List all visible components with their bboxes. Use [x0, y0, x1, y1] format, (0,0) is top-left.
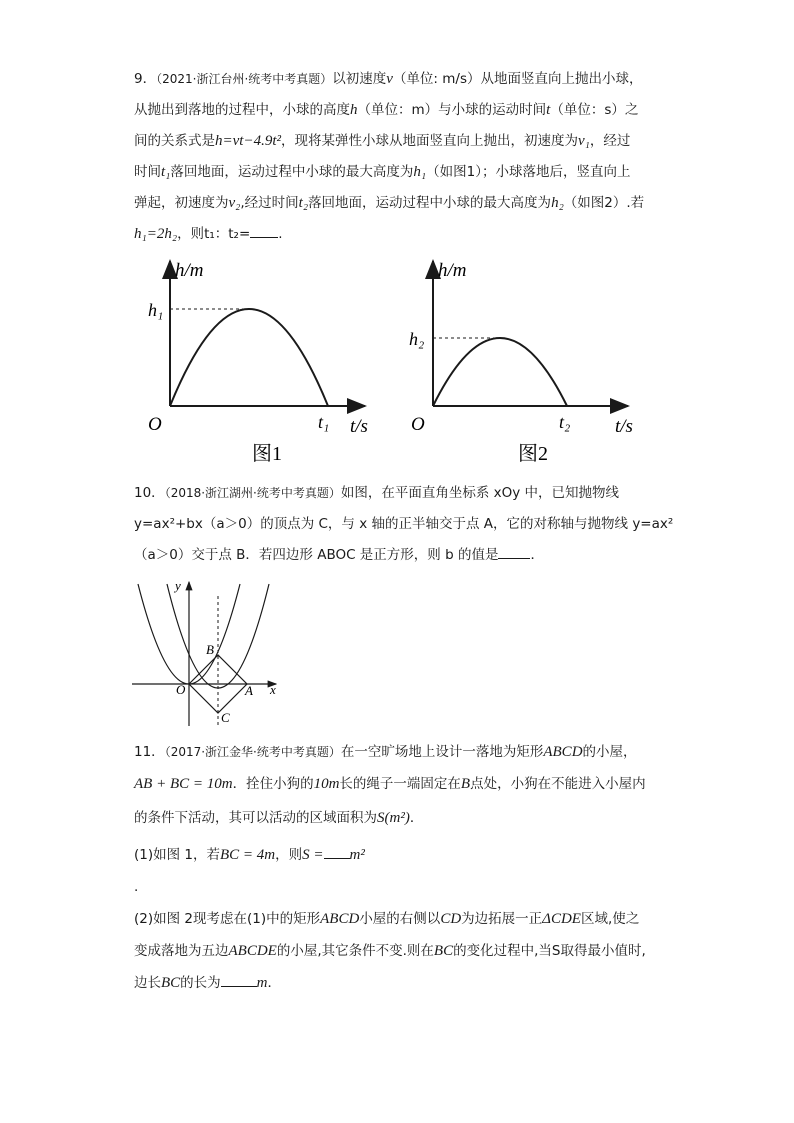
q11-var: S = [302, 847, 324, 863]
fig1-parabola [170, 309, 328, 406]
q9-var-t: t [546, 102, 551, 118]
q11-text: 在一空旷场地上设计一落地为矩形 [340, 744, 544, 760]
q9-line-2 [134, 101, 638, 119]
fig1-caption: 图1 [252, 443, 282, 465]
q11-part2-answer-blank[interactable] [221, 974, 257, 987]
fig2-ylabel: h/m [438, 260, 467, 281]
q11-part2-line-1 [134, 910, 639, 928]
q10-number: 10． [134, 485, 165, 501]
q9-text: . [278, 226, 283, 242]
figure-2 [403, 256, 643, 466]
q9-text: 落回地面，运动过程中小球的最大高度为 [308, 195, 552, 211]
fig1-origin: O [148, 414, 162, 435]
figure-1 [140, 256, 380, 466]
fig3-label-c: C [221, 710, 230, 725]
q9-text: ，经过 [589, 133, 631, 149]
q9-text: 以初速度 [332, 71, 387, 87]
fig3-label-o: O [176, 682, 186, 697]
q10-text: y=ax²+bx（a＞0）的顶点为 C，与 x 轴的正半轴交于点 A，它的对称轴与抛物线 y=ax² [134, 516, 674, 532]
q11-var: CD [440, 911, 462, 927]
fig2-parabola [433, 338, 567, 406]
q11-line-3 [134, 809, 423, 827]
fig3-label-b: B [206, 642, 214, 657]
fig1-ylabel: h/m [175, 260, 204, 281]
q11-dot [134, 878, 138, 896]
q9-line-1 [134, 70, 643, 88]
q11-var: BC [161, 975, 181, 991]
q9-line-6 [134, 225, 283, 243]
q11-text: . [134, 879, 139, 895]
q9-text: 时间 [134, 164, 161, 180]
q11-equation: BC = 4m [220, 847, 276, 863]
fig1-xtick: t₁ [318, 412, 330, 432]
q9-text: ,经过时间 [240, 195, 299, 211]
q9-line-3 [134, 132, 630, 150]
q11-text: (1)如图 1，若 [134, 847, 221, 863]
q10-line-1 [134, 484, 619, 502]
q11-text: 区域,使之 [580, 911, 640, 927]
figure-parabola-square [128, 576, 288, 728]
q11-line-1 [134, 743, 637, 761]
q11-var: S(m²) [377, 810, 410, 826]
q9-text: ，则 [177, 226, 205, 242]
q9-text: （单位：s）之 [550, 102, 639, 118]
q11-part2-line-2 [134, 942, 646, 960]
q10-text: 如图，在平面直角坐标系 xOy 中，已知抛物线 [340, 485, 620, 501]
q11-text: 的变化过程中,当S取得最小值时, [453, 943, 646, 959]
q11-number: 11． [134, 744, 165, 760]
fig2-peak-label: h₂ [409, 329, 425, 349]
q9-formula: h=vt−4.9t² [215, 133, 281, 149]
fig1-xlabel: t/s [350, 416, 368, 437]
fig3-label-x: x [270, 682, 276, 697]
q9-line-4 [134, 163, 630, 181]
q9-var-t1: t₁ [161, 164, 171, 180]
q9-text: （单位：m）与小球的运动时间 [357, 102, 547, 118]
q10-line-3 [134, 546, 544, 564]
q11-part1 [134, 846, 365, 864]
q10-text: ． [530, 547, 544, 563]
q11-text: ． [267, 975, 282, 991]
fig3-parabola-y-ax2-bx [167, 584, 269, 688]
q11-text: 的小屋， [582, 744, 637, 760]
fig2-caption: 图2 [518, 443, 548, 465]
q9-text: （如图2）.若 [563, 195, 645, 211]
q9-var-h: h [350, 102, 358, 118]
fig3-label-y: y [175, 578, 181, 593]
q10-text: （a＞0）交于点 B．若四边形 ABOC 是正方形，则 b 的值是 [134, 547, 499, 563]
q9-text: 从抛出到落地的过程中，小球的高度 [134, 102, 350, 118]
q10-source: （2018·浙江湖州·统考中考真题） [164, 486, 341, 500]
q11-equation: AB + BC = 10m [134, 776, 233, 792]
q11-text: 的条件下活动，其可以活动的区域面积为 [134, 810, 377, 826]
q9-ratio: t₁：t₂= [204, 226, 251, 242]
q9-text: 间的关系式是 [134, 133, 215, 149]
q9-var-h2: h₂ [551, 195, 564, 211]
q9-var-v2: v₂ [228, 195, 241, 211]
q9-text: ，现将某弹性小球从地面竖直向上抛出，初速度为 [280, 133, 578, 149]
q11-var: ABCDE [228, 943, 277, 959]
fig2-xlabel: t/s [615, 416, 633, 437]
q11-text: ．拴住小狗的 [232, 776, 314, 792]
q9-line-5 [134, 194, 644, 212]
q11-var: ΔCDE [542, 911, 581, 927]
q11-var: ABCD [320, 911, 360, 927]
q11-text: 长的绳子一端固定在 [339, 776, 461, 792]
q11-text: 的小屋,其它条件不变.则在 [276, 943, 434, 959]
fig3-label-a: A [245, 683, 253, 698]
q11-var: BC [433, 943, 454, 959]
q11-line-2 [134, 775, 646, 793]
q11-text: 为边拓展一正 [461, 911, 543, 927]
q11-text: (2)如图 2现考虑在(1)中的矩形 [134, 911, 321, 927]
q11-text: ，则 [275, 847, 303, 863]
q11-part1-answer-blank[interactable] [324, 846, 350, 859]
q9-number: 9． [134, 71, 157, 87]
q9-condition: h₁=2h₂ [134, 226, 178, 242]
q9-text: （单位: m/s）从地面竖直向上抛出小球， [392, 71, 643, 87]
fig2-origin: O [411, 414, 425, 435]
q11-text: 变成落地为五边 [134, 943, 229, 959]
q11-text: ． [409, 810, 424, 826]
q9-answer-blank[interactable] [250, 225, 278, 238]
q10-answer-blank[interactable] [498, 546, 530, 559]
q11-text: 点处，小狗在不能进入小屋内 [470, 776, 646, 792]
q9-text: 弹起，初速度为 [134, 195, 229, 211]
q10-line-2 [134, 515, 673, 533]
q11-var: m [256, 975, 268, 991]
q9-var-h1: h₁ [413, 164, 427, 180]
q11-var: ABCD [543, 744, 583, 760]
q11-var: 10m [313, 776, 340, 792]
q11-part2-line-3 [134, 974, 281, 992]
fig1-peak-label: h₁ [148, 300, 164, 320]
q11-var: B [460, 776, 471, 792]
q11-text: 的长为 [180, 975, 221, 991]
q9-text: （如图1）；小球落地后，竖直向上 [426, 164, 631, 180]
q11-text: 小屋的右侧以 [359, 911, 441, 927]
q11-text: 边长 [134, 975, 161, 991]
q11-source: （2017·浙江金华·统考中考真题） [164, 745, 341, 759]
q11-var: m² [349, 847, 365, 863]
q9-text: 落回地面，运动过程中小球的最大高度为 [170, 164, 414, 180]
fig2-xtick: t₂ [559, 412, 571, 432]
q9-var-v: v [386, 71, 393, 87]
q9-var-t2: t₂ [298, 195, 309, 211]
q9-source: （2021·浙江台州·统考中考真题） [156, 72, 333, 86]
q9-var-v1: v₁ [577, 133, 590, 149]
